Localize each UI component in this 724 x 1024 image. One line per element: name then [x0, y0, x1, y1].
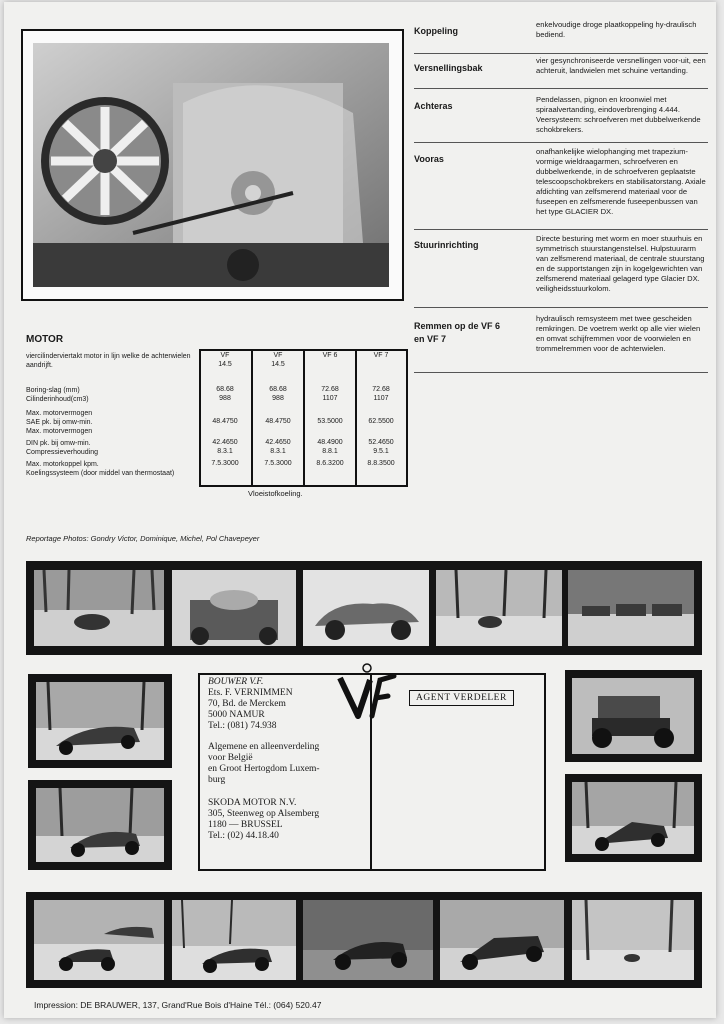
table-cell: 7.5.3000	[211, 460, 239, 467]
photo-credit: Reportage Photos: Gondry Victor, Dominique, Michel, Pol Chavepeyer	[26, 534, 260, 543]
spec-label-achteras: Achteras	[414, 101, 453, 111]
table-column-vf145a	[203, 351, 247, 468]
table-divider	[251, 351, 253, 485]
photo-buggy-snow	[36, 682, 164, 760]
spec-text-koppeling: enkelvoudige droge plaatkoppeling hy-draulisch bediend.	[536, 20, 697, 39]
motor-row-label: Max. motorvermogen	[26, 410, 93, 417]
distributor-line: burg	[208, 775, 226, 785]
table-cell: 48.4750	[212, 418, 238, 425]
spec-label-vooras: Vooras	[414, 154, 444, 164]
dealer-line: 5000 NAMUR	[208, 710, 265, 720]
table-column-vf7	[358, 351, 404, 468]
printer-imprint: Impression: DE BRAUWER, 137, Grand'Rue Bois d'Haine Tél.: (064) 520.47	[34, 1000, 322, 1010]
spec-text-vooras: onafhankelijke wielophanging met trapezium-vormige wieldraagarmen, schroefveren en dubbelwerkende, in de schroefveren geplaatste telescoopschokbrekers en stabilisatorstang. Axiale afdichting van zelfsmerend materiaal voor de fuseepen en zelfsmerende fuseepenbussen van het type GLACIER DX.	[536, 147, 706, 216]
motor-row-label: Boring-slag (mm)	[26, 387, 80, 394]
dealer-line: Tel.: (081) 74.938	[208, 721, 277, 731]
divider	[414, 53, 708, 54]
column-head: VF 6	[322, 352, 338, 359]
distributor-line: Algemene en alleenverdeling	[208, 742, 320, 752]
spec-label-versnellingsbak: Versnellingsbak	[414, 63, 483, 73]
table-cell: 988	[272, 395, 284, 402]
photo-buggy-rough	[572, 678, 694, 754]
table-divider	[303, 351, 305, 485]
table-column-vf145b	[254, 351, 302, 468]
vf-logo	[336, 662, 398, 724]
table-divider	[355, 351, 357, 485]
table-cell: 1107	[322, 395, 338, 402]
photo-buggy-woods	[36, 788, 164, 862]
photo-buggy-hill	[172, 900, 296, 980]
table-cell: 42.4650	[212, 439, 238, 446]
motor-row-label: Max. motorkoppel kpm.	[26, 461, 99, 468]
table-cell: 52.4650	[368, 439, 394, 446]
spec-text-versnellingsbak: vier gesynchroniseerde versnellingen voor-uit, een achteruit, landwielen met schuine vertanding.	[536, 56, 706, 75]
spec-text-achteras: Pendelassen, pignon en kroonwiel met spiraalvertanding, eindoverbrenging 4.444. Veersysteem: schroefveren met dubbelwerkende schokbrekers.	[536, 95, 701, 134]
spec-label-koppeling: Koppeling	[414, 26, 458, 36]
table-cell: 9.5.1	[373, 448, 389, 455]
photo-forest-buggy-1	[34, 570, 164, 646]
distributor-line: voor België	[208, 753, 253, 763]
skoda-line: Tel.: (02) 44.18.40	[208, 831, 279, 841]
motor-row-label: Cilinderinhoud(cm3)	[26, 396, 89, 403]
agent-verdeler-label: AGENT VERDELER	[409, 690, 514, 706]
divider	[414, 307, 708, 308]
motor-row-label: Compressieverhouding	[26, 449, 98, 456]
photo-buggies-pair	[34, 900, 164, 980]
table-cell: 68.68	[269, 386, 287, 393]
table-cell: 48.4900	[317, 439, 343, 446]
table-cell: 1107	[373, 395, 389, 402]
divider	[414, 142, 708, 143]
motor-title: MOTOR	[26, 334, 64, 345]
table-cell: 72.68	[321, 386, 339, 393]
logo-text	[398, 662, 399, 663]
spec-label-stuurinrichting: Stuurinrichting	[414, 240, 479, 250]
photo-buggy-side	[303, 570, 429, 646]
cooling-note: Vloeistofkoeling.	[248, 489, 303, 498]
distributor-line: en Groot Hertogdom Luxem-	[208, 764, 320, 774]
photo-forest-buggy-2	[436, 570, 562, 646]
table-cell: 8.8.3500	[367, 460, 395, 467]
photo-parked-cars	[568, 570, 694, 646]
column-head: VF 7	[373, 352, 389, 359]
column-head: VF 14.5	[271, 352, 285, 368]
skoda-line: SKODA MOTOR N.V.	[208, 798, 297, 808]
motor-intro: viercilinderviertakt motor in lijn welke de achterwielen aandrijft.	[26, 353, 191, 369]
photo-buggy-climb	[572, 782, 694, 854]
table-cell: 68.68	[216, 386, 234, 393]
engine-photo-frame	[21, 29, 404, 301]
skoda-line: 305, Steenweg op Alsemberg	[208, 809, 320, 819]
table-cell: 48.4750	[265, 418, 291, 425]
photo-buggy-distant	[572, 900, 694, 980]
table-cell: 72.68	[372, 386, 390, 393]
motor-row-label: SAE pk. bij omw-min.	[26, 419, 93, 426]
dealer-line: BOUWER V.F.	[208, 677, 264, 687]
divider	[414, 88, 708, 89]
table-cell: 62.5500	[368, 418, 394, 425]
motor-row-label: Koelingssysteem (door middel van thermostaat)	[26, 470, 175, 477]
motor-row-label: DIN pk. bij omw-min.	[26, 440, 91, 447]
divider	[414, 229, 708, 230]
table-cell: 8.6.3200	[316, 460, 344, 467]
motor-row-labels	[26, 386, 196, 478]
table-cell: 7.5.3000	[264, 460, 292, 467]
table-cell: 8.3.1	[270, 448, 286, 455]
table-cell: 8.3.1	[217, 448, 233, 455]
spec-label-remmen: Remmen op de VF 6 en VF 7	[414, 321, 501, 344]
photo-buggy-slope	[440, 900, 564, 980]
brochure-page	[4, 2, 716, 1018]
engine-photo	[33, 43, 389, 287]
table-cell: 988	[219, 395, 231, 402]
table-cell: 42.4650	[265, 439, 291, 446]
spec-text-stuurinrichting: Directe besturing met worm en moer stuurhuis en symmetrisch stuurstangenstelsel. Hulpstuurarm van zelfsmerend materiaal, de centrale stuurstang en de supportstangen zijn in kogelgewrichten van zelfsmerend materiaal gelagerd type Glacier DX. veiligheidsstuurkolom.	[536, 234, 705, 293]
spec-text-remmen: hydraulisch remsysteem met twee gescheiden remkringen. De voetrem werkt op alle vier wielen en omvat schijfremmen voor de voorwielen en trommelremmen voor de achterwielen.	[536, 314, 701, 353]
table-cell: 8.8.1	[322, 448, 338, 455]
table-cell: 53.5000	[317, 418, 343, 425]
photo-buggy-dark	[303, 900, 433, 980]
dealer-line: 70, Bd. de Merckem	[208, 699, 286, 709]
dealer-line: Ets. F. VERNIMMEN	[208, 688, 293, 698]
motor-row-label: Max. motorvermogen	[26, 428, 93, 435]
column-head: VF 14.5	[218, 352, 232, 368]
divider	[414, 372, 708, 373]
skoda-line: 1180 — BRUSSEL	[208, 820, 283, 830]
photo-buggy-front	[172, 570, 296, 646]
table-column-vf6	[306, 351, 354, 468]
